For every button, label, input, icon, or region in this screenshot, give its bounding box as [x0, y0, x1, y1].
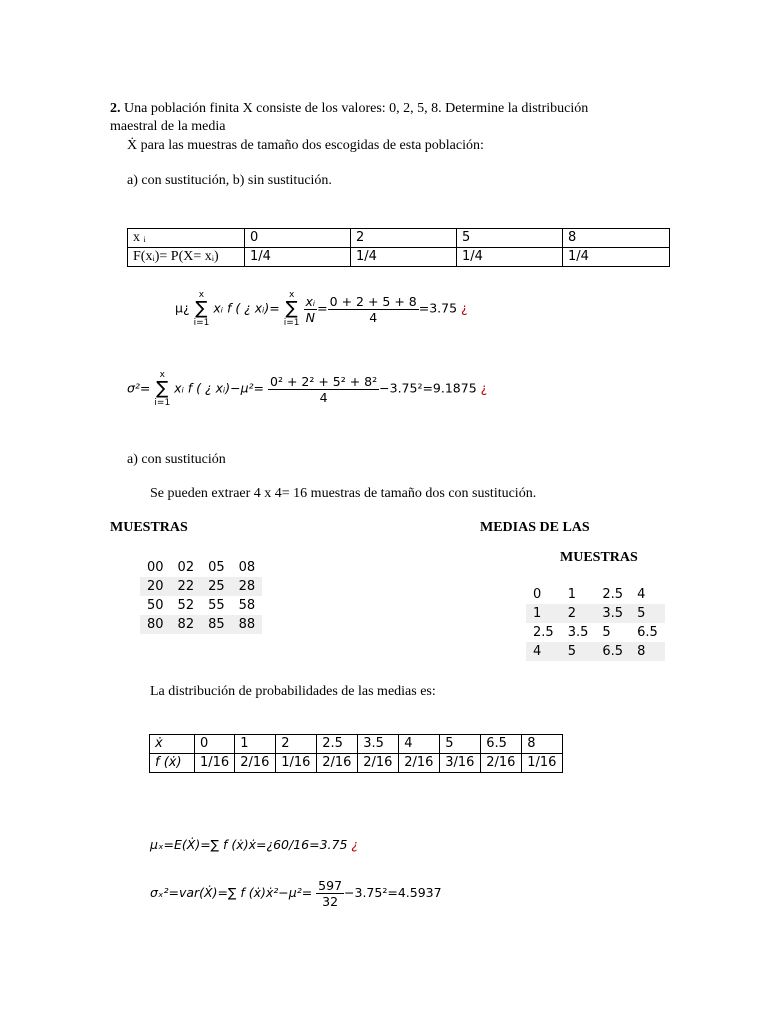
table-cell: 50	[147, 598, 164, 613]
table-cell: F(xᵢ)= P(X= xᵢ)	[128, 248, 245, 267]
medias-title-1: MEDIAS DE LAS	[480, 520, 590, 535]
table-row	[128, 248, 670, 267]
eq-mux-tail: ¿	[351, 837, 359, 852]
table-cell: 2.5	[317, 735, 358, 754]
table-cell: 1/4	[351, 248, 457, 267]
eq-sigma-lhs: σ²=	[127, 380, 151, 396]
table-cell: 1	[526, 604, 561, 623]
fraction: $\frac{597}{32}$	[318, 878, 343, 909]
table-row	[140, 577, 262, 596]
problem-line-1	[110, 101, 588, 117]
population-table	[127, 228, 670, 267]
table-cell: 2.5	[602, 587, 624, 602]
medias-table	[526, 585, 665, 661]
table-cell: 4	[526, 642, 561, 661]
variance-equation	[127, 370, 487, 408]
table-row	[150, 754, 563, 773]
table-cell: 82	[171, 615, 202, 634]
table-cell: f (ẋ)	[150, 754, 195, 773]
table-cell: 5	[457, 229, 563, 248]
table-row	[526, 623, 665, 642]
mean-equation: μ¿ x ∑ i=1 xᵢ f ( ¿ xᵢ)= x ∑ i=1 $\frac{\text{xᵢ}}{N}$ = $\frac{0 + 2 + 5 + 8}{4}$ =3.75 ¿	[175, 290, 468, 328]
table-cell: 4	[399, 735, 440, 754]
eq-varx-result: −3.75²=4.5937	[344, 885, 442, 900]
table-cell: 25	[201, 577, 232, 596]
eq-varx-lhs: σₓ²=var(Ẋ)=∑ f (ẋ)ẋ²−μ²=	[150, 885, 313, 900]
eq-mu-tail: ¿	[461, 300, 468, 316]
variance-of-means-equation	[150, 878, 442, 909]
eq-sigma-result: −3.75²=9.1875	[379, 380, 477, 396]
table-cell: 55	[208, 598, 225, 613]
table-cell: 0	[533, 587, 542, 602]
table-cell: 1/4	[245, 248, 351, 267]
eq-mu-term: xᵢ f ( ¿ xᵢ)=	[213, 300, 280, 316]
muestras-table	[140, 558, 262, 634]
table-cell: 00	[147, 560, 164, 575]
table-row	[150, 735, 563, 754]
table-cell: 88	[232, 615, 263, 634]
table-cell: 8	[522, 735, 563, 754]
table-cell: 0	[245, 229, 351, 248]
table-row	[526, 604, 665, 623]
table-cell: 85	[201, 615, 232, 634]
section-a-heading: a) con sustitución	[127, 452, 226, 467]
table-cell: 2/16	[317, 754, 358, 773]
eq-mu-lhs: μ¿	[175, 300, 190, 316]
eq-sigma-tail: ¿	[480, 380, 488, 396]
table-cell: 52	[177, 598, 195, 613]
table-cell: ẋ	[150, 735, 195, 754]
table-cell: 3.5	[358, 735, 399, 754]
distribution-intro: La distribución de probabilidades de las medias es:	[150, 684, 436, 699]
table-cell: 5	[561, 642, 596, 661]
table-cell: 5	[602, 625, 611, 640]
medias-title-2: MUESTRAS	[560, 550, 638, 565]
problem-parts: a) con sustitución, b) sin sustitución.	[127, 173, 332, 188]
table-cell: 80	[140, 615, 171, 634]
table-cell: 1/4	[457, 248, 563, 267]
table-cell: 6.5	[595, 642, 630, 661]
eq-mux-text: μₓ=E(Ẋ)=∑ f (ẋ)ẋ=¿60/16=3.75	[150, 837, 348, 852]
table-row	[140, 615, 262, 634]
table-cell: 02	[177, 560, 195, 575]
table-cell: 1/16	[195, 754, 235, 773]
table-row	[140, 558, 262, 577]
table-cell: 5	[440, 735, 481, 754]
table-cell: 2/16	[399, 754, 440, 773]
table-cell: x ᵢ	[128, 229, 245, 248]
sum-symbol: x ∑ i=1	[193, 290, 210, 328]
table-cell: 5	[630, 604, 665, 623]
table-cell: 2/16	[481, 754, 522, 773]
table-cell: 6.5	[637, 625, 658, 640]
table-cell: 2/16	[358, 754, 399, 773]
fraction: $\frac{\text{0² + 2² + 5² + 8²}}{4}$	[270, 373, 378, 405]
sum-symbol: x ∑ i=1	[154, 370, 171, 408]
problem-line-3: Ẋ para las muestras de tamaño dos escogidas de esta población:	[127, 138, 484, 153]
distribution-table	[149, 734, 563, 773]
table-cell: 3/16	[440, 754, 481, 773]
table-cell: 6.5	[481, 735, 522, 754]
problem-number: 2.	[110, 101, 121, 116]
eq-mu-result: =3.75	[418, 300, 458, 316]
table-cell: 1	[235, 735, 276, 754]
fraction: $\frac{0 + 2 + 5 + 8}{4}$	[329, 293, 417, 325]
problem-text-1: Una población finita X consiste de los valores: 0, 2, 5, 8. Determine la distribución	[124, 101, 589, 116]
mean-of-means-equation	[150, 837, 358, 852]
table-cell: 2	[561, 604, 596, 623]
table-cell: 1/16	[522, 754, 563, 773]
table-cell: 28	[232, 577, 263, 596]
eq-sigma-term: xᵢ f ( ¿ xᵢ)−μ²=	[174, 380, 265, 396]
table-cell: 8	[563, 229, 670, 248]
table-cell: 20	[140, 577, 171, 596]
fraction: $\frac{\text{xᵢ}}{N}$	[305, 293, 316, 325]
table-cell: 2/16	[235, 754, 276, 773]
table-cell: 1/16	[276, 754, 317, 773]
table-row	[526, 642, 665, 661]
table-cell: 8	[630, 642, 665, 661]
table-cell: 08	[238, 560, 256, 575]
section-a-text: Se pueden extraer 4 x 4= 16 muestras de tamaño dos con sustitución.	[150, 486, 537, 501]
table-cell: 3.5	[595, 604, 630, 623]
table-cell: 2	[276, 735, 317, 754]
table-cell: 4	[637, 587, 646, 602]
table-cell: 05	[208, 560, 225, 575]
table-cell: 0	[195, 735, 235, 754]
table-cell: 22	[171, 577, 202, 596]
table-row	[140, 596, 262, 615]
sum-symbol: x ∑ i=1	[283, 290, 300, 328]
table-cell: 2.5	[533, 625, 554, 640]
table-row	[128, 229, 670, 248]
table-cell: 3.5	[567, 625, 589, 640]
table-cell: 2	[351, 229, 457, 248]
muestras-title: MUESTRAS	[110, 520, 188, 535]
problem-line-2: maestral de la media	[110, 119, 226, 134]
table-cell: 58	[238, 598, 256, 613]
table-row	[526, 585, 665, 604]
table-cell: 1	[567, 587, 576, 602]
table-cell: 1/4	[563, 248, 670, 267]
